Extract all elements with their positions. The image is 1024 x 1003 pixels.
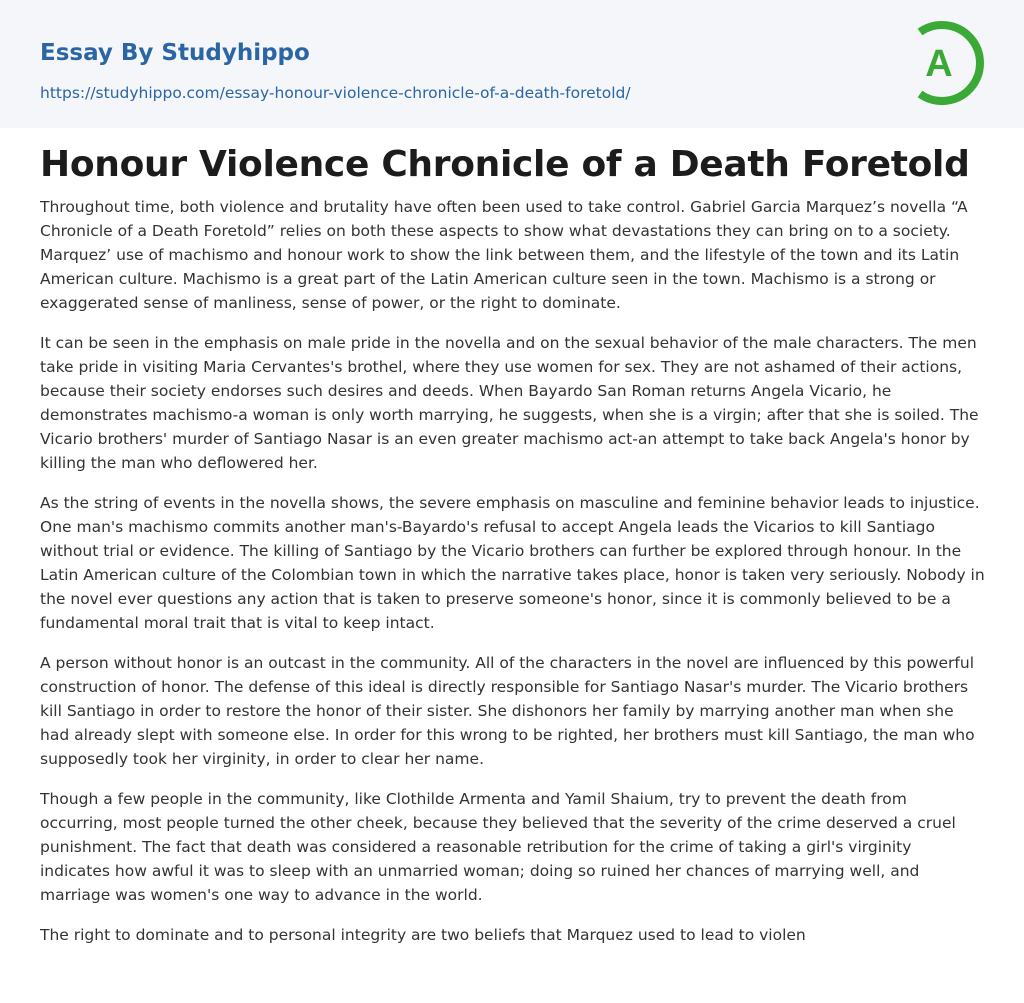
essay-url-link[interactable]: https://studyhippo.com/essay-honour-violence-chronicle-of-a-death-foretold/ [40, 84, 631, 102]
studyhippo-logo-icon[interactable] [900, 20, 986, 106]
paragraph: As the string of events in the novella shows, the severe emphasis on masculine and feminine behavior leads to injustice. One man's machismo commits another man's-Bayardo's refusal to accept Angela leads the Vicarios to kill Santiago without trial or evidence. The killing of Santiago by the Vicario brothers can further be explored through honour. In the Latin American culture of the Colombian town in which the narrative takes place, honor is taken very seriously. Nobody in the novel ever questions any action that is taken to preserve someone's honor, since it is commonly believed to be a fundamental moral trait that is vital to keep intact. [40, 494, 985, 632]
site-brand[interactable]: Essay By Studyhippo [40, 40, 310, 66]
paragraph: A person without honor is an outcast in the community. All of the characters in the novel are influenced by this powerful construction of honor. The defense of this ideal is directly responsible for Santiago Nasar's murder. The Vicario brothers kill Santiago in order to restore the honor of their sister. She dishonors her family by marrying another man when she had already slept with someone else. In order for this wrong to be righted, her brothers must kill Santiago, the man who supposedly took her virginity, in order to clear her name. [40, 654, 975, 768]
paragraph: The right to dominate and to personal integrity are two beliefs that Marquez used to lead to violen [40, 926, 806, 944]
essay-body [40, 195, 986, 963]
page-title: Honour Violence Chronicle of a Death Foretold [40, 144, 970, 185]
paragraph: It can be seen in the emphasis on male pride in the novella and on the sexual behavior of the male characters. The men take pride in visiting Maria Cervantes's brothel, where they use women for sex. They are not ashamed of their actions, because their society endorses such desires and deeds. When Bayardo San Roman returns Angela Vicario, he demonstrates machismo-a woman is only worth marrying, he suggests, when she is a virgin; after that she is soiled. The Vicario brothers' murder of Santiago Nasar is an even greater machismo act-an attempt to take back Angela's honor by killing the man who deflowered her. [40, 334, 979, 472]
logo-letter: A [925, 43, 953, 85]
paragraph: Though a few people in the community, like Clothilde Armenta and Yamil Shaium, try to prevent the death from occurring, most people turned the other cheek, because they believed that the severity of the crime deserved a cruel punishment. The fact that death was considered a reasonable retribution for the crime of taking a girl's virginity indicates how awful it was to sleep with an unmarried woman; doing so ruined her chances of marrying well, and marriage was women's one way to advance in the world. [40, 790, 956, 904]
site-header [0, 0, 1024, 128]
paragraph: Throughout time, both violence and brutality have often been used to take control. Gabriel Garcia Marquez’s novella “A Chronicle of a Death Foretold” relies on both these aspects to show what devastations they can bring on to a society. Marquez’ use of machismo and honour work to show the link between them, and the lifestyle of the town and its Latin American culture. Machismo is a great part of the Latin American culture seen in the town. Machismo is a strong or exaggerated sense of manliness, sense of power, or the right to dominate. [40, 198, 968, 312]
